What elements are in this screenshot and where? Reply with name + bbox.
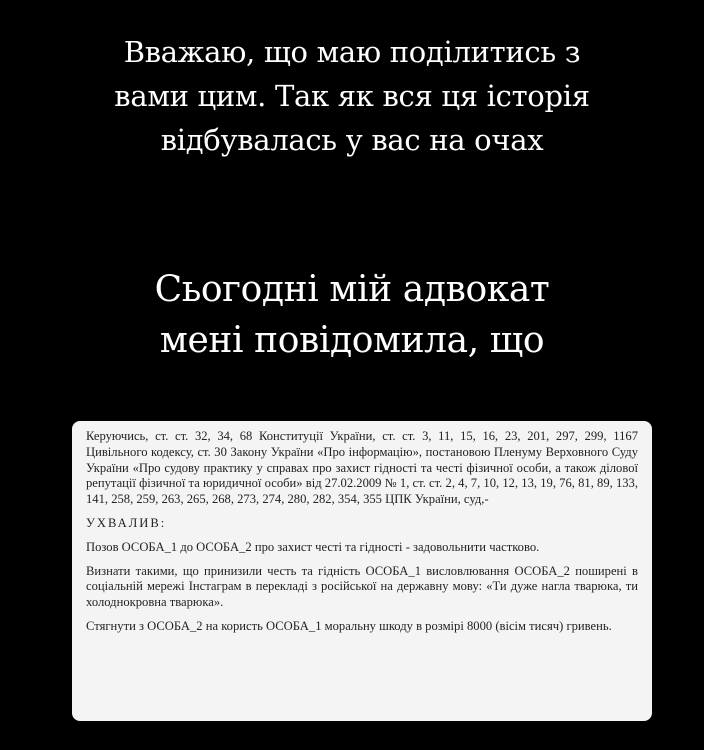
decision-heading: УХВАЛИВ: xyxy=(86,515,167,530)
decision-item-2: Визнати такими, що принизили честь та гідність ОСОБА_1 висловлювання ОСОБА_2 поширені в соціальній мережі Інстаграм в перекладі з російської на державну мову: «Ти дуже нагла тварюка, ти холоднокровна тварюка». xyxy=(86,563,638,610)
story-caption-middle: Сьогодні мій адвокат мені повідомила, що xyxy=(154,269,550,361)
decision-item-1: Позов ОСОБА_1 до ОСОБА_2 про захист честі та гідності - задовольнити частково. xyxy=(86,539,540,554)
story-caption-top: Вважаю, що маю поділитись з вами цим. Так як вся ця історія відбувалась у вас на очах xyxy=(114,35,590,157)
court-decision-excerpt xyxy=(72,421,652,721)
decision-intro-paragraph: Керуючись, ст. ст. 32, 34, 68 Конституції України, ст. ст. 3, 11, 15, 16, 23, 201, 297, 299, 1167 Цивільного кодексу, ст. 30 Закону України «Про інформацію», постановою Пленуму Верховного Суду України «Про судову практику у справах про захист гідності та честі фізичної особи, а також ділової репутації фізичної та юридичної особи» від 27.02.2009 № 1, ст. ст. 2, 4, 7, 10, 12, 13, 19, 76, 81, 89, 133, 141, 258, 259, 263, 265, 268, 273, 274, 280, 282, 354, 355 ЦПК України, суд,- xyxy=(86,429,638,507)
decision-item-3: Стягнути з ОСОБА_2 на користь ОСОБА_1 моральну шкоду в розмірі 8000 (вісім тисяч) гривень. xyxy=(86,618,612,633)
